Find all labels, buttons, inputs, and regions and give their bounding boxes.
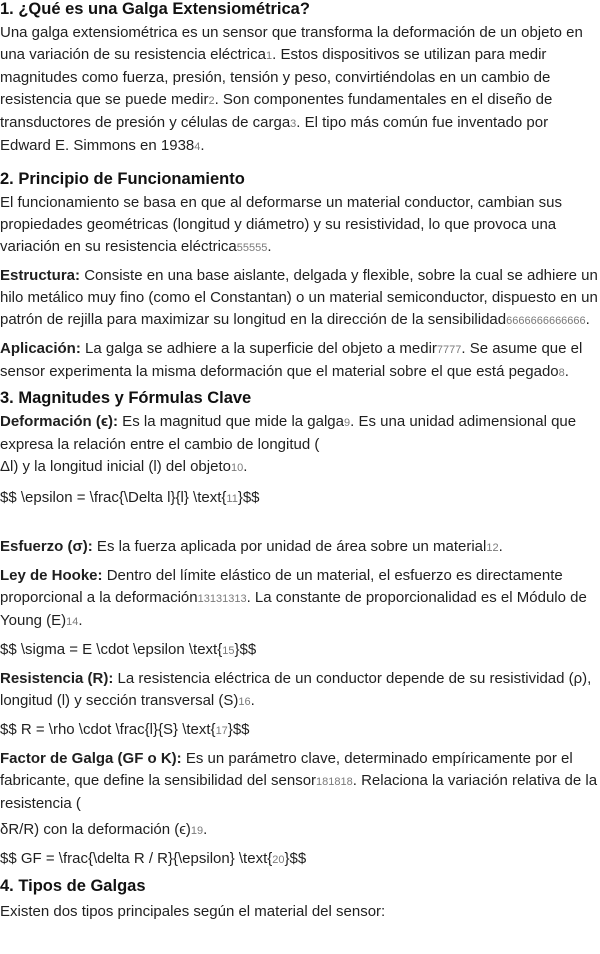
footnote-ref[interactable]: 1: [265, 50, 273, 62]
gauge-factor-paragraph: Factor de Galga (GF o K): Es un parámetro clave, determinado empíricamente por el fabricante, que define la sensibilidad del sensor181818. Relaciona la variación relativa de la resistencia (: [0, 750, 598, 812]
stress-paragraph: Esfuerzo (σ): Es la fuerza aplicada por unidad de área sobre un material12.: [0, 538, 503, 555]
structure-paragraph: Estructura: Consiste en una base aislante, delgada y flexible, sobre la cual se adhiere un hilo metálico muy fino (como el Constantan) o un material semiconductor, dispuesto en un patrón de rejilla para maximizar su longitud en la dirección de la sensibilidad6666666666666.: [0, 267, 598, 328]
footnote-ref[interactable]: 19: [190, 825, 204, 837]
application-paragraph: Aplicación: La galga se adhiere a la superficie del objeto a medir7777. Se asume que el sensor experimenta la misma deformación que el material sobre el que está pegado8.: [0, 340, 583, 380]
gauge-factor-label: Factor de Galga (GF o K):: [0, 750, 182, 767]
footnote-ref[interactable]: 13131313: [197, 593, 247, 605]
formula-hooke: $$ \sigma = E \cdot \epsilon \text{15}$$: [0, 641, 257, 658]
footnote-ref[interactable]: 16: [238, 696, 251, 708]
section-4-paragraph: Existen dos tipos principales según el material del sensor:: [0, 903, 386, 920]
footnote-ref[interactable]: 6666666666666: [506, 315, 586, 327]
deformation-paragraph-cont: Δl) y la longitud inicial (l) del objeto10.: [0, 458, 248, 475]
structure-label: Estructura:: [0, 267, 81, 284]
formula-gauge-factor: $$ GF = \frac{\delta R / R}{\epsilon} \text{20}$$: [0, 850, 307, 867]
footnote-ref[interactable]: 3: [290, 118, 297, 130]
resistance-label: Resistencia (R):: [0, 670, 114, 687]
footnote-ref[interactable]: 55555: [236, 242, 268, 254]
footnote-ref[interactable]: 9: [344, 417, 351, 429]
footnote-ref[interactable]: 11: [226, 493, 238, 505]
resistance-paragraph: Resistencia (R): La resistencia eléctrica de un conductor depende de su resistividad (ρ), longitud (l) y sección transversal (S)16.: [0, 670, 592, 709]
section-3-heading: 3. Magnitudes y Fórmulas Clave: [0, 389, 252, 407]
formula-deformation: $$ \epsilon = \frac{\Delta l}{l} \text{11}$$: [0, 489, 260, 506]
section-1-heading: 1. ¿Qué es una Galga Extensiométrica?: [0, 0, 310, 18]
gauge-factor-paragraph-cont: δR/R) con la deformación (ϵ)19.: [0, 821, 208, 838]
hooke-label: Ley de Hooke:: [0, 567, 103, 584]
footnote-ref[interactable]: 7777: [436, 344, 462, 356]
footnote-ref[interactable]: 8: [558, 367, 565, 379]
hooke-paragraph: Ley de Hooke: Dentro del límite elástico de un material, el esfuerzo es directamente proporcional a la deformación13131313. La constante de proporcionalidad es el Módulo de Young (E)14.: [0, 567, 587, 629]
section-1-paragraph: Una galga extensiométrica es un sensor que transforma la deformación de un objeto en una variación de su resistencia eléctrica1. Estos dispositivos se utilizan para medir magnitudes como fuerza, presión, tensión y peso, convirtiéndolas en un cambio de resistencia que se puede medir2. Son componentes fundamentales en el diseño de transductores de presión y células de carga3. El tipo más común fue inventado por Edward E. Simmons en 19384.: [0, 24, 583, 154]
footnote-ref[interactable]: 15: [222, 645, 235, 657]
section-4-heading: 4. Tipos de Galgas: [0, 877, 146, 895]
footnote-ref[interactable]: 17: [215, 725, 228, 737]
footnote-ref[interactable]: 181818: [316, 776, 353, 788]
footnote-ref[interactable]: 12: [486, 542, 499, 554]
deformation-label: Deformación (ϵ):: [0, 413, 119, 430]
deformation-paragraph: Deformación (ϵ): Es la magnitud que mide la galga9. Es una unidad adimensional que expresa la relación entre el cambio de longitud (: [0, 413, 577, 453]
footnote-ref[interactable]: 2: [208, 95, 215, 107]
footnote-ref[interactable]: 10: [230, 462, 244, 474]
section-2-paragraph-intro: El funcionamiento se basa en que al deformarse un material conductor, cambian sus propiedades geométricas (longitud y diámetro) y su resistividad, lo que provoca una variación en su resistencia eléctrica55555.: [0, 194, 562, 255]
application-label: Aplicación:: [0, 340, 81, 357]
section-2-heading: 2. Principio de Funcionamiento: [0, 170, 245, 188]
footnote-ref[interactable]: 14: [66, 616, 79, 628]
footnote-ref[interactable]: 20: [272, 854, 285, 866]
footnote-ref[interactable]: 4: [194, 141, 201, 153]
formula-resistance: $$ R = \rho \cdot \frac{l}{S} \text{17}$$: [0, 721, 250, 738]
stress-label: Esfuerzo (σ):: [0, 538, 93, 555]
